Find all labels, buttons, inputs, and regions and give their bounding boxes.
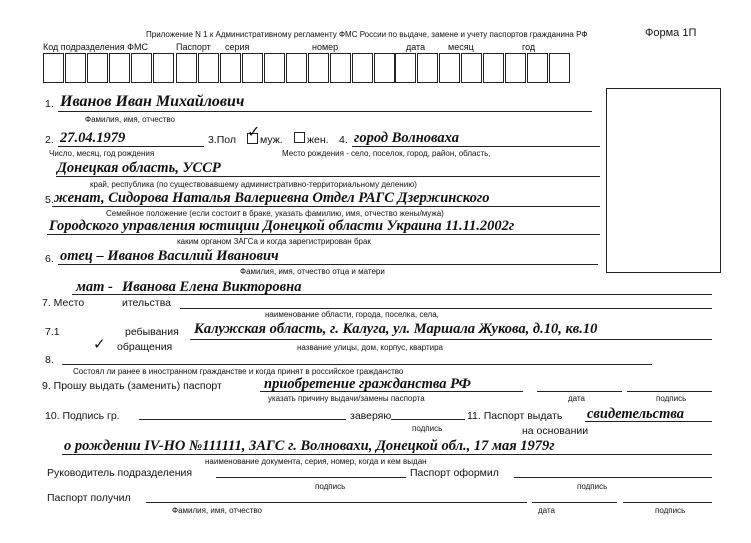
date-cells[interactable]: [395, 53, 571, 83]
check-mark-icon: ✓: [247, 124, 261, 141]
birth-region-value[interactable]: Донецкая область, УССР: [57, 160, 221, 176]
col-month-label: месяц: [448, 42, 474, 52]
stay-label: ребывания: [125, 326, 179, 338]
issued-by-label: Паспорт оформил: [410, 467, 499, 479]
birth-place-value[interactable]: город Волноваха: [354, 130, 459, 146]
residence-caption: наименование области, города, поселка, села,: [265, 310, 439, 319]
appendix-note: Приложение N 1 к Административному регламенту ФМС России по выдаче, замене и учету паспортов гражданина РФ: [146, 30, 588, 39]
photo-box: [606, 88, 721, 273]
mother-value[interactable]: Иванова Елена Викторовна: [122, 279, 302, 295]
mother-prefix: мат: [76, 279, 105, 295]
female-label: жен.: [307, 134, 329, 146]
check-mark-icon-2: ✓: [93, 336, 106, 353]
received-sign-caption: подпись: [655, 506, 686, 515]
request-sign-caption: подпись: [656, 394, 687, 403]
birth-region-caption: край, республика (по существовавшему административно-территориальному делению): [90, 180, 417, 189]
col-date-label: дата: [406, 42, 426, 52]
document-caption: наименование документа, серия, номер, когда и кем выдан: [205, 457, 427, 466]
issue-label: 11. Паспорт выдать: [467, 410, 563, 422]
certify-label: заверяю: [350, 410, 392, 422]
street-caption: название улицы, дом, корпус, квартира: [297, 343, 444, 352]
full-name-caption: Фамилия, имя, отчество: [85, 115, 175, 124]
request-reason-value[interactable]: приобретение гражданства РФ: [264, 376, 471, 392]
basis-caption: на основании: [522, 425, 589, 437]
birth-date-value[interactable]: 27.04.1979: [60, 130, 126, 146]
birth-place-caption: Место рождения - село, поселок, город, район, область,: [282, 149, 491, 158]
marital-caption: Семейное положение (если состоит в браке, указать фамилию, имя, отчество жены/мужа): [106, 209, 444, 218]
fio-caption: Фамилия, имя, отчество: [172, 506, 262, 515]
signature-label: 10. Подпись гр.: [45, 410, 120, 422]
certify-sign-caption: подпись: [412, 424, 443, 433]
marriage-registry-value[interactable]: Городского управления юстиции Донецкой области Украина 11.11.2002г: [49, 218, 515, 234]
sex-label: 3.Пол: [208, 134, 237, 146]
marital-value[interactable]: женат, Сидорова Наталья Валериевна Отдел РАГС Дзержинского: [54, 190, 490, 206]
issue-basis-value[interactable]: свидетельства: [587, 406, 684, 422]
f7-num: 7. Место: [42, 297, 85, 309]
f71-num: 7.1: [45, 326, 60, 338]
parents-caption: Фамилия, имя, отчество отца и матери: [240, 267, 385, 276]
head-sign-caption: подпись: [315, 482, 346, 491]
f5-num: 5.: [45, 194, 54, 206]
f4-num: 4.: [339, 134, 348, 146]
f1-num: 1.: [45, 98, 54, 110]
form-title: Форма 1П: [645, 27, 697, 39]
document-value[interactable]: о рождении IV-НО №111111, ЗАГС г. Волновахи, Донецкой обл., 17 мая 1979г: [64, 438, 555, 454]
f2-num: 2.: [45, 134, 54, 146]
residence-label: ительства: [122, 297, 172, 309]
received-label: Паспорт получил: [47, 492, 131, 504]
col-series-label: серия: [225, 42, 250, 52]
female-checkbox[interactable]: [294, 132, 305, 143]
passport-cells[interactable]: [176, 53, 396, 83]
request-date-caption: дата: [568, 394, 585, 403]
father-value[interactable]: отец – Иванов Василий Иванович: [60, 248, 279, 264]
code-cells[interactable]: [43, 53, 175, 83]
citizenship-caption: Состоял ли ранее в иностранном гражданстве и когда принят в российское гражданство: [73, 367, 404, 376]
issuer-sign-caption: подпись: [577, 482, 608, 491]
f8-num: 8.: [45, 354, 54, 366]
received-date-caption: дата: [538, 506, 555, 515]
mother-dash: -: [108, 279, 113, 295]
request-reason-caption: указать причину выдачи/замены паспорта: [268, 394, 425, 403]
birth-date-caption: Число, месяц, год рождения: [49, 149, 155, 158]
head-label: Руководитель подразделения: [47, 467, 193, 479]
male-label: муж.: [260, 134, 283, 146]
request-label: 9. Прошу выдать (заменить) паспорт: [42, 380, 222, 392]
col-number-label: номер: [312, 42, 339, 52]
col-passport-label: Паспорт: [176, 42, 211, 52]
col-code-label: Код подразделения ФМС: [43, 42, 148, 52]
full-name-value[interactable]: Иванов Иван Михайлович: [60, 93, 245, 110]
stay-address-value[interactable]: Калужская область, г. Калуга, ул. Маршала Жукова, д.10, кв.10: [194, 321, 598, 337]
appeal-label: обращения: [117, 341, 173, 353]
marriage-registry-caption: каким органом ЗАГСа и когда зарегистрирован брак: [177, 237, 371, 246]
col-year-label: год: [522, 42, 536, 52]
f6-num: 6.: [45, 253, 54, 265]
